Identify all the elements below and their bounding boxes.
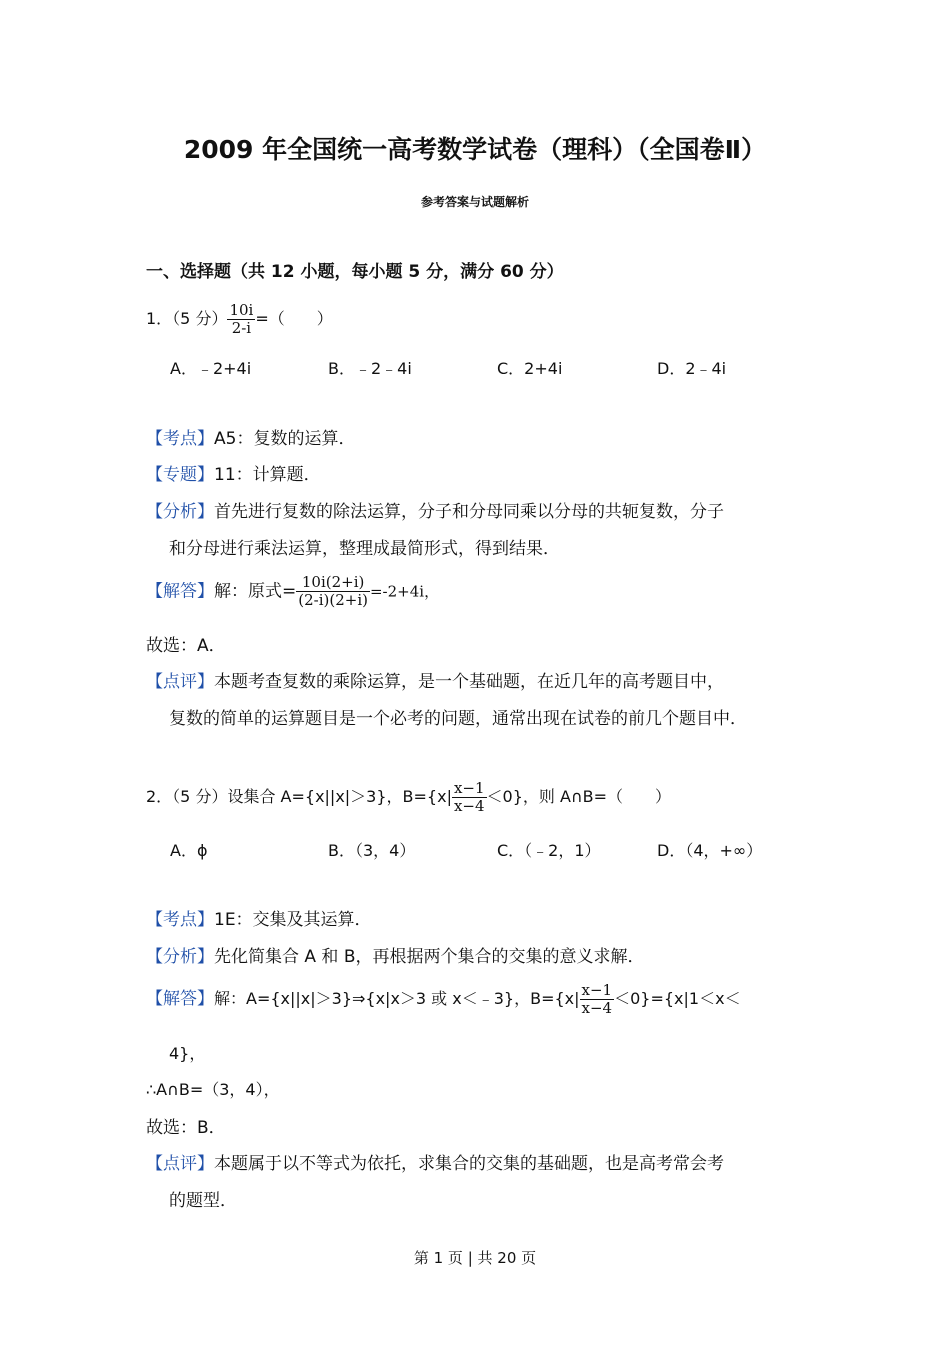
q2-dianping-text-2: 的题型． <box>169 1191 237 1211</box>
question-1-fraction <box>227 302 255 337</box>
q1-zhuanti-tag: 【专题】 <box>146 465 214 485</box>
q1-dianping <box>146 667 724 692</box>
q2-fenxi-tag: 【分析】 <box>146 947 214 967</box>
question-1-numerator: 10i <box>229 301 254 319</box>
q2-dianping-text-1: 本题属于以不等式为依托，求集合的交集的基础题，也是高考常会考 <box>214 1154 724 1174</box>
q2-fenxi <box>146 942 645 967</box>
page-title: 2009 年全国统一高考数学试卷（理科）（全国卷Ⅱ） <box>183 135 767 164</box>
q2-jieda-tag: 【解答】 <box>146 989 214 1009</box>
q2-dianping-tag: 【点评】 <box>146 1154 214 1174</box>
question-2-suffix: ＜0}，则 A∩B=（ ） <box>486 787 672 806</box>
question-2-option-c: C．（﹣2，1） <box>497 841 601 860</box>
q1-kaodian-tag: 【考点】 <box>146 429 214 449</box>
question-1-option-a: A．﹣2+4i <box>170 359 252 378</box>
question-2-option-b: B．（3，4） <box>328 841 416 860</box>
question-1-prefix: 1．（5 分） <box>146 309 228 328</box>
q2-kaodian-text: 1E：交集及其运算． <box>214 910 372 930</box>
q2-dianping <box>146 1149 724 1174</box>
q1-zhuanti <box>146 460 321 485</box>
q1-jieda-prefix: 解：原式= <box>214 581 297 602</box>
q2-answer: 故选：B． <box>146 1118 226 1138</box>
q1-dianping-text-2: 复数的简单的运算题目是一个必考的问题，通常出现在试卷的前几个题目中． <box>169 709 747 729</box>
q2-kaodian-tag: 【考点】 <box>146 910 214 930</box>
question-2-prefix: 2．（5 分）设集合 A={x||x|＞3}，B={x| <box>146 787 452 806</box>
q2-fenxi-text: 先化简集合 A 和 B，再根据两个集合的交集的意义求解． <box>214 947 645 967</box>
section-heading: 一、选择题（共 12 小题，每小题 5 分，满分 60 分） <box>146 262 564 282</box>
question-2-denominator: x−4 <box>453 797 485 815</box>
q2-jieda-denominator: x−4 <box>581 999 613 1017</box>
q2-jieda-prefix: 解：A={x||x|＞3}⇒{x|x＞3 或 x＜﹣3}，B={x| <box>214 989 580 1008</box>
q1-jieda-fraction <box>296 574 370 609</box>
q1-jieda-numerator: 10i(2+i) <box>296 574 370 592</box>
q1-fenxi-tag: 【分析】 <box>146 502 214 522</box>
q1-answer: 故选：A． <box>146 636 226 656</box>
page-footer: 第 1 页 | 共 20 页 <box>413 1249 537 1267</box>
q1-jieda-suffix: =-2+4i， <box>369 582 440 601</box>
question-2-option-a: A．ϕ <box>170 841 208 860</box>
question-1-option-b: B．﹣2﹣4i <box>328 359 412 378</box>
q2-kaodian <box>146 905 372 930</box>
q1-fenxi-text-2: 和分母进行乘法运算，整理成最简形式，得到结果． <box>169 539 560 559</box>
q1-zhuanti-text: 11：计算题． <box>214 465 321 485</box>
q2-jieda-cont: 4}， <box>169 1044 206 1063</box>
question-2-numerator: x−1 <box>453 779 485 797</box>
question-2-option-d: D．（4，+∞） <box>657 841 763 860</box>
q1-dianping-tag: 【点评】 <box>146 672 214 692</box>
q2-jieda-suffix: ＜0}={x|1＜x＜ <box>614 989 741 1008</box>
q2-jieda-numerator: x−1 <box>581 981 613 999</box>
q1-jieda-tag: 【解答】 <box>146 581 214 602</box>
q1-kaodian <box>146 424 355 449</box>
q1-fenxi-text-1: 首先进行复数的除法运算，分子和分母同乘以分母的共轭复数，分子 <box>214 502 724 522</box>
question-2-fraction <box>452 780 487 815</box>
q2-jieda-fraction <box>580 982 615 1017</box>
q1-fenxi <box>146 497 724 522</box>
q1-jieda <box>146 574 439 609</box>
question-1-option-c: C．2+4i <box>497 359 563 378</box>
question-1-option-d: D．2﹣4i <box>657 359 727 378</box>
q1-jieda-denominator: (2-i)(2+i) <box>298 591 368 609</box>
q2-therefore: ∴A∩B=（3，4）， <box>146 1080 280 1099</box>
question-1-stem <box>146 302 333 337</box>
question-1-suffix: =（ ） <box>255 309 333 328</box>
q1-dianping-text-1: 本题考查复数的乘除运算，是一个基础题，在近几年的高考题目中， <box>214 672 724 692</box>
question-2-stem <box>146 780 671 815</box>
q2-jieda <box>146 982 741 1017</box>
page-subtitle: 参考答案与试题解析 <box>420 195 529 209</box>
question-1-denominator: 2-i <box>231 319 252 337</box>
q1-kaodian-text: A5：复数的运算． <box>214 429 356 449</box>
